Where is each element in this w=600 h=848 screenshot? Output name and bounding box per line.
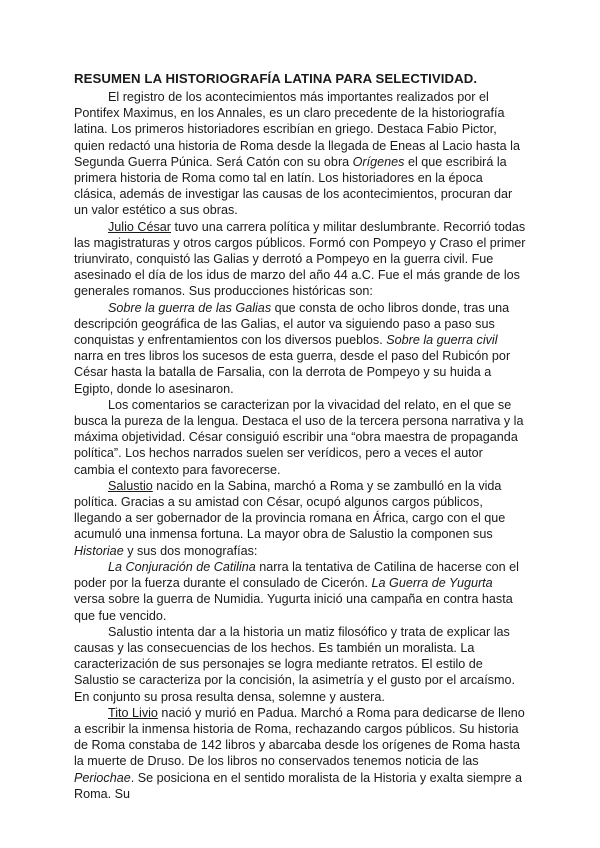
paragraph-salustio-style: Salustio intenta dar a la historia un matiz filosófico y trata de explicar las causas y las consecuencias de los hechos. Es también un moralista. La caracterización de sus personajes se logra mediante retratos. El estilo de Salustio se caracteriza por la concisión, la asimetría y el gusto por el arcaísmo. En conjunto su prosa resulta densa, solemne y austera. — [74, 624, 515, 704]
salustio-text-2: y sus dos monografías: — [123, 543, 258, 558]
tito-livio-text-2: . Se posiciona en el sentido moralista de la Historia y exalta siempre a Roma. Su — [74, 770, 523, 801]
julio-cesar-text: tuvo una carrera política y militar deslumbrante. Recorrió todas las magistraturas y otros cargos públicos. Formó con Pompeyo y Craso el primer triunvirato, conquistó las Galias y derrotó a Pompeyo en la guerra civil. Fue asesinado el día de los idus de marzo del año 44 a.C. Fue el más grande de los generales romanos. Sus producciones históricas son: — [74, 219, 526, 299]
galias-title: Sobre la guerra de las Galias — [108, 300, 272, 315]
cesar-works-text-1: que consta de ocho libros donde, tras una descripción geográfica de las Galias, el autor va siguiendo paso a paso sus conquistas y enfrentamientos con los diversos pueblos. — [74, 300, 510, 348]
salustio-works-text-2: versa sobre la guerra de Numidia. Yugurta inició una campaña en contra hasta que fue vencido. — [74, 592, 513, 623]
tito-livio-text-1: nació y murió en Padua. Marchó a Roma para dedicarse de lleno a escribir la inmensa historia de Roma, rechazando cargos públicos. Su historia de Roma constaba de 142 libros y abarcaba desde los orígenes de Roma hasta la muerte de Druso. De los libros no conservados tenemos noticia de las — [74, 705, 525, 769]
cesar-works-text-2: narra en tres libros los sucesos de esta guerra, desde el paso del Rubicón por César hasta la batalla de Farsalia, con la derrota de Pompeyo y su huida a Egipto, donde lo asesinaron. — [74, 349, 511, 396]
paragraph-comentarios: Los comentarios se caracterizan por la vivacidad del relato, en el que se busca la pureza de la lengua. Destaca el uso de la tercera persona narrativa y la máxima objetividad. César consiguió escribir una “obra maestra de propaganda política”. Los hechos narrados suelen ser verídicos, pero a veces el autor cambia el contexto para favorecerse. — [74, 397, 524, 477]
origenes-title: Orígenes — [352, 154, 405, 169]
guerra-civil-title: Sobre la guerra civil — [386, 333, 498, 348]
intro-text-2: el que escribirá la primera historia de Roma como tal en latín. Los historiadores en la época clásica, además de investigar las causas de los acontecimientos, procuran dar un valor estético a sus obras. — [74, 154, 513, 218]
paragraph-cesar-works — [74, 300, 526, 397]
julio-cesar-name: Julio César — [108, 219, 171, 234]
salustio-text-1: nacido en la Sabina, marchó a Roma y se zambulló en la vida política. Gracias a su amistad con César, ocupó algunos cargos públicos, llegando a ser gobernador de la provincia romana en África, cargo con el que acumuló una inmensa fortuna. La mayor obra de Salustio la componen sus — [74, 478, 506, 542]
intro-text-1: El registro de los acontecimientos más importantes realizados por el Pontifex Maximus, en los Annales, es un claro precedente de la historiografía latina. Los primeros historiadores escribían en griego. Destaca Fabio Pictor, quien redactó una historia de Roma desde la llegada de Eneas al Lacio hasta la Segunda Guerra Púnica. Será Catón con su obra — [74, 90, 520, 169]
catilina-title: La Conjuración de Catilina — [108, 559, 256, 574]
salustio-name: Salustio — [108, 478, 153, 493]
paragraph-salustio — [74, 478, 526, 559]
periochae-title: Periochae — [74, 770, 131, 785]
salustio-works-text-1: narra la tentativa de Catilina de hacerse con el poder por la fuerza durante el consulado de Cicerón. — [74, 559, 519, 591]
tito-livio-name: Tito Livio — [108, 705, 158, 720]
historiae-title: Historiae — [74, 543, 124, 558]
yugurta-title: La Guerra de Yugurta — [371, 576, 493, 591]
paragraph-intro — [74, 89, 526, 219]
paragraph-julio-cesar — [74, 219, 526, 300]
paragraph-salustio-works — [74, 559, 526, 624]
paragraph-tito-livio — [74, 705, 526, 802]
document-title: RESUMEN LA HISTORIOGRAFÍA LATINA PARA SELECTIVIDAD. — [74, 71, 478, 86]
